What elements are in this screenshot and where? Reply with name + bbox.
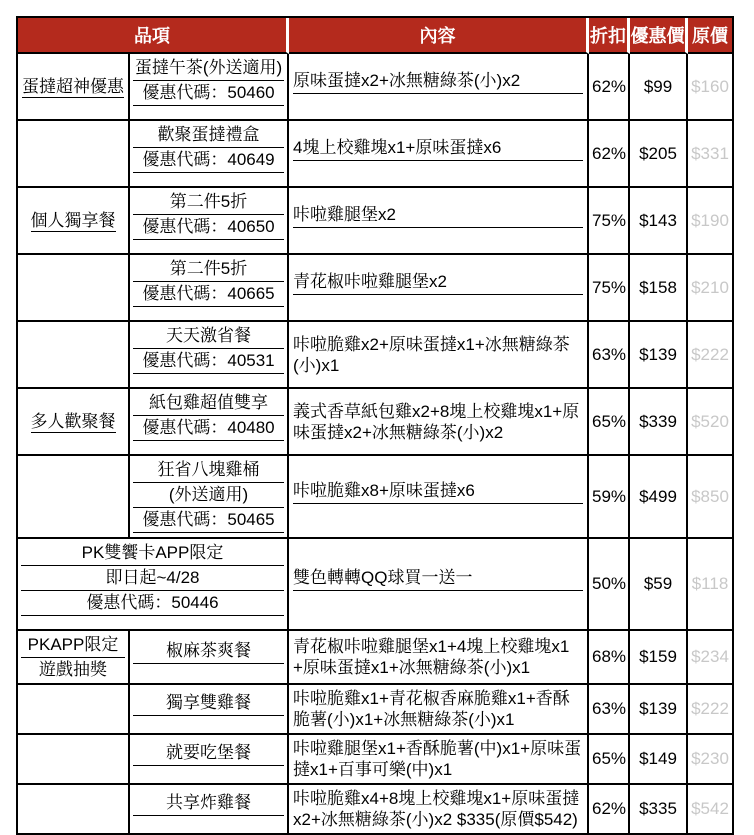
table-header [18, 18, 732, 54]
sale-price-cell: $59 [630, 539, 688, 631]
original-price-cell: $222 [688, 685, 732, 735]
text-line: 就要吃堡餐 [133, 742, 284, 766]
content-cell [289, 188, 589, 255]
text-line: 咔啦雞腿堡x1+香酥脆薯(中)x1+原味蛋撻x1+百事可樂(中)x1 [293, 739, 582, 779]
sale-price-cell: $99 [630, 54, 688, 121]
item-cell [130, 322, 289, 389]
header-content: 內容 [289, 18, 589, 54]
discount-cell: 68% [589, 631, 630, 685]
text-line: 歡聚蛋撻禮盒 [133, 124, 284, 148]
text-line: PK雙饗卡APP限定 [21, 542, 284, 566]
table-row [18, 631, 732, 685]
text-line: 第二件5折 [133, 258, 284, 282]
text-line: 第二件5折 [133, 191, 284, 215]
sale-price-cell: $149 [630, 735, 688, 785]
item-cell [130, 631, 289, 685]
original-price-cell: $160 [688, 54, 732, 121]
text-line: 咔啦脆雞x4+8塊上校雞塊x1+原味蛋撻x2+冰無糖綠茶(小)x2 $335(原價$542) [293, 789, 580, 829]
text-line [133, 817, 284, 826]
content-cell [289, 121, 589, 188]
underlined-label: 個人獨享餐 [30, 211, 116, 230]
table-row [18, 735, 732, 785]
item-cell [130, 121, 289, 188]
discount-cell: 75% [589, 188, 630, 255]
text-line [21, 76, 125, 97]
text-line: 遊戲抽獎 [39, 660, 107, 679]
original-price-cell: $118 [688, 539, 732, 631]
item-cell [130, 685, 289, 735]
content-cell [289, 389, 589, 456]
text-line: 咔啦脆雞x1+青花椒香麻脆雞x1+香酥脆薯(小)x1+冰無糖綠茶(小)x1 [293, 689, 570, 729]
text-line [133, 308, 284, 317]
category-cell [18, 685, 130, 735]
discount-cell: 62% [589, 121, 630, 188]
item-cell [130, 735, 289, 785]
discount-cell: 62% [589, 54, 630, 121]
discount-cell: 63% [589, 322, 630, 389]
text-line: 優惠代碼：50465 [133, 509, 284, 533]
table-body [18, 54, 732, 833]
original-price-cell: $222 [688, 322, 732, 389]
content-cell [289, 735, 589, 785]
sale-price-cell: $139 [630, 322, 688, 389]
original-price-cell: $520 [688, 389, 732, 456]
content-cell [289, 255, 589, 322]
category-cell [18, 631, 130, 685]
content-cell [289, 785, 589, 833]
text-line: 優惠代碼：40665 [133, 283, 284, 307]
discount-cell: 50% [589, 539, 630, 631]
category-cell [18, 322, 130, 389]
sale-price-cell: $139 [630, 685, 688, 735]
text-line: 青花椒咔啦雞腿堡x1+4塊上校雞塊x1+原味蛋撻x1+冰無糖綠茶(小)x1 [293, 637, 570, 677]
text-line [21, 411, 125, 432]
category-cell [18, 188, 130, 255]
merged-category-cell [18, 539, 289, 631]
sale-price-cell: $159 [630, 631, 688, 685]
text-line [133, 442, 284, 451]
header-discount: 折扣 [589, 18, 630, 54]
discount-cell: 59% [589, 456, 630, 539]
text-line [21, 210, 125, 231]
item-cell [130, 188, 289, 255]
text-line: 優惠代碼：50460 [133, 82, 284, 106]
category-cell [18, 54, 130, 121]
content-cell [289, 322, 589, 389]
text-line: 青花椒咔啦雞腿堡x2 [293, 271, 583, 295]
text-line [293, 296, 583, 305]
text-line: 椒麻茶爽餐 [133, 640, 284, 664]
text-line: 優惠代碼：50446 [21, 592, 284, 616]
content-cell [289, 685, 589, 735]
discount-cell: 65% [589, 389, 630, 456]
table-row [18, 685, 732, 735]
original-price-cell: $234 [688, 631, 732, 685]
content-cell [289, 631, 589, 685]
text-line: 義式香草紙包雞x2+8塊上校雞塊x1+原味蛋撻x2+冰無糖綠茶(小)x2 [293, 401, 580, 442]
text-line [293, 592, 583, 601]
text-line: 原味蛋撻x2+冰無糖綠茶(小)x2 [293, 70, 583, 94]
item-cell [130, 785, 289, 833]
sale-price-cell: $335 [630, 785, 688, 833]
category-cell [18, 735, 130, 785]
original-price-cell: $190 [688, 188, 732, 255]
content-cell [289, 54, 589, 121]
sale-price-cell: $339 [630, 389, 688, 456]
table-row [18, 539, 732, 631]
underlined-label: 多人歡聚餐 [30, 412, 116, 431]
category-cell [18, 255, 130, 322]
text-line: 即日起~4/28 [21, 567, 284, 591]
text-line: 紙包雞超值雙享 [133, 392, 284, 416]
text-line: 咔啦脆雞x2+原味蛋撻x1+冰無糖綠茶(小)x1 [293, 334, 570, 375]
content-cell [289, 539, 589, 631]
text-line: 共享炸雞餐 [133, 792, 284, 816]
text-line [133, 107, 284, 116]
content-cell [289, 456, 589, 539]
table-row [18, 54, 732, 121]
header-sale-price: 優惠價 [630, 18, 688, 54]
table-row [18, 121, 732, 188]
item-cell [130, 456, 289, 539]
sale-price-cell: $499 [630, 456, 688, 539]
text-line [133, 717, 284, 726]
original-price-cell: $850 [688, 456, 732, 539]
discount-cell: 63% [589, 685, 630, 735]
text-line: 獨享雙雞餐 [133, 692, 284, 716]
item-cell [130, 389, 289, 456]
category-cell [18, 456, 130, 539]
table-row [18, 188, 732, 255]
original-price-cell: $230 [688, 735, 732, 785]
text-line: 雙色轉轉QQ球買一送一 [293, 567, 583, 591]
text-line [293, 505, 583, 514]
text-line: 蛋撻午茶(外送適用) [133, 57, 284, 81]
category-cell [18, 389, 130, 456]
text-line: PKAPP限定 [21, 634, 125, 658]
text-line: (外送適用) [133, 484, 284, 508]
text-line: 優惠代碼：40480 [133, 417, 284, 441]
text-line [293, 162, 583, 171]
discount-cell: 62% [589, 785, 630, 833]
text-line: 咔啦脆雞x8+原味蛋撻x6 [293, 480, 583, 504]
category-cell [18, 785, 130, 833]
text-line: 狂省八塊雞桶 [133, 459, 284, 483]
item-cell [130, 255, 289, 322]
text-line [21, 617, 284, 626]
text-line: 咔啦雞腿堡x2 [293, 204, 583, 228]
original-price-cell: $542 [691, 799, 729, 818]
discount-cell: 75% [589, 255, 630, 322]
table-row [18, 785, 732, 833]
table-row [18, 322, 732, 389]
promo-table-frame [16, 16, 734, 835]
text-line [133, 375, 284, 384]
item-cell [130, 54, 289, 121]
table-row [18, 389, 732, 456]
text-line: 優惠代碼：40650 [133, 216, 284, 240]
table-row [18, 456, 732, 539]
original-price-cell: $331 [688, 121, 732, 188]
category-cell [18, 121, 130, 188]
header-item: 品項 [18, 18, 289, 54]
sale-price-cell: $158 [630, 255, 688, 322]
discount-cell: 65% [589, 735, 630, 785]
underlined-label: 蛋撻超神優惠 [22, 77, 124, 96]
sale-price-cell: $205 [630, 121, 688, 188]
text-line [293, 95, 583, 104]
table-row [18, 255, 732, 322]
promo-table [18, 18, 732, 833]
header-original-price: 原價 [688, 18, 732, 54]
text-line [293, 229, 583, 238]
text-line [133, 174, 284, 183]
text-line [133, 241, 284, 250]
text-line: 天天激省餐 [133, 325, 284, 349]
text-line [133, 665, 284, 674]
original-price-cell: $210 [688, 255, 732, 322]
text-line: 4塊上校雞塊x1+原味蛋撻x6 [293, 137, 583, 161]
text-line [133, 767, 284, 776]
text-line: 優惠代碼：40649 [133, 149, 284, 173]
sale-price-cell: $143 [630, 188, 688, 255]
text-line: 優惠代碼：40531 [133, 350, 284, 374]
